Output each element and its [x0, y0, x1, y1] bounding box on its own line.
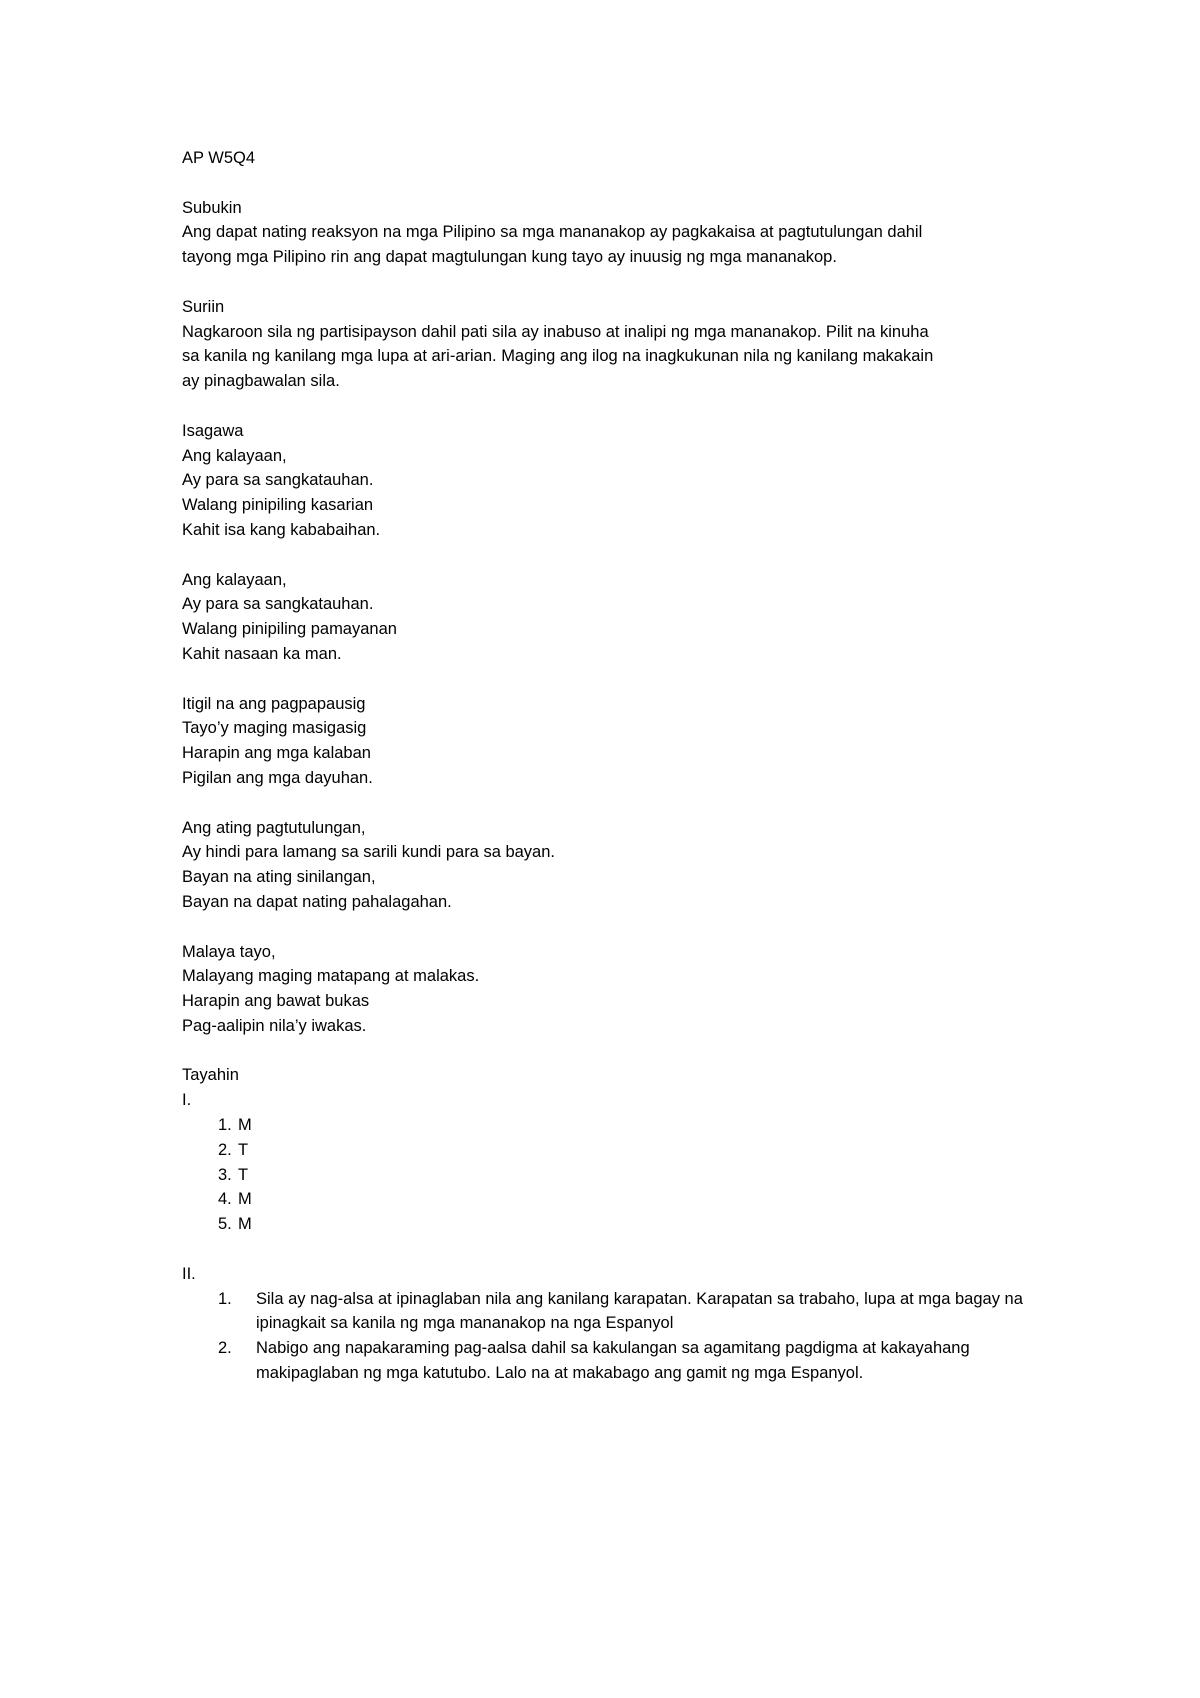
list-number: 1. [218, 1289, 232, 1308]
suriin-line: Nagkaroon sila ng partisipayson dahil pati sila ay inabuso at inalipi ng mga mananakop. Pilit na kinuha [182, 322, 929, 341]
answer-text: M [238, 1215, 252, 1234]
list-item [182, 1187, 1062, 1212]
poem-line: Walang pinipiling pamayanan [182, 620, 397, 639]
spacer [182, 394, 1062, 419]
poem-line: Ang ating pagtutulungan, [182, 818, 366, 837]
poem-line: Itigil na ang pagpapausig [182, 694, 366, 713]
poem-stanza [182, 444, 1062, 543]
list-item [182, 1287, 1062, 1337]
poem-stanza [182, 816, 1062, 915]
poem-line: Bayan na dapat nating pahalagahan. [182, 892, 452, 911]
part-label-i: I. [182, 1091, 192, 1110]
section-heading-tayahin: Tayahin [182, 1066, 239, 1085]
section-heading-isagawa: Isagawa [182, 421, 244, 440]
list-item [182, 1138, 1062, 1163]
list-item [182, 1163, 1062, 1188]
document-body [182, 146, 1062, 1386]
list-item [182, 1212, 1062, 1237]
answer-text: M [238, 1116, 252, 1135]
poem-line: Bayan na ating sinilangan, [182, 868, 376, 887]
poem-stanza [182, 568, 1062, 667]
subukin-line: tayong mga Pilipino rin ang dapat magtulungan kung tayo ay inuusig ng mga mananakop. [182, 248, 837, 267]
answer-list-part-1 [182, 1113, 1062, 1237]
list-number: 1. [218, 1116, 232, 1135]
poem-line: Walang pinipiling kasarian [182, 496, 374, 515]
poem-stanza [182, 692, 1062, 791]
subukin-line: Ang dapat nating reaksyon na mga Pilipino sa mga mananakop ay pagkakaisa at pagtutulungan dahil [182, 223, 923, 242]
part-label-ii: II. [182, 1264, 196, 1283]
list-number: 2. [218, 1339, 232, 1358]
poem-line: Ay hindi para lamang sa sarili kundi para sa bayan. [182, 843, 555, 862]
answer-text: T [238, 1165, 249, 1184]
poem-line: Harapin ang mga kalaban [182, 744, 371, 763]
list-number: 3. [218, 1165, 232, 1184]
list-number: 4. [218, 1190, 232, 1209]
section-heading-suriin: Suriin [182, 297, 225, 316]
answer-text: M [238, 1190, 252, 1209]
poem-line: Malaya tayo, [182, 942, 276, 961]
poem-stanza [182, 940, 1062, 1039]
spacer [182, 171, 1062, 196]
spacer [182, 791, 1062, 816]
poem-line: Ang kalayaan, [182, 570, 287, 589]
poem-line: Pigilan ang mga dayuhan. [182, 768, 373, 787]
list-number: 5. [218, 1215, 232, 1234]
spacer [182, 915, 1062, 940]
answer-list-part-2 [182, 1287, 1062, 1386]
suriin-line: ay pinagbawalan sila. [182, 372, 340, 391]
poem-line: Kahit nasaan ka man. [182, 644, 342, 663]
answer-text: Sila ay nag-alsa at ipinaglaban nila ang kanilang karapatan. Karapatan sa trabaho, lupa at mga bagay na ipinagkait sa kanila ng mga mananakop na nga Espanyol [256, 1289, 1023, 1333]
poem-line: Malayang maging matapang at malakas. [182, 967, 480, 986]
answer-text: T [238, 1140, 249, 1159]
document-title: AP W5Q4 [182, 149, 256, 167]
poem-line: Harapin ang bawat bukas [182, 992, 370, 1011]
spacer [182, 1039, 1062, 1064]
spacer [182, 270, 1062, 295]
spacer [182, 543, 1062, 568]
section-heading-subukin: Subukin [182, 198, 242, 217]
poem-line: Pag-aalipin nila’y iwakas. [182, 1016, 367, 1035]
suriin-line: sa kanila ng kanilang mga lupa at ari-arian. Maging ang ilog na inagkukunan nila ng kanilang makakain [182, 347, 934, 366]
poem-line: Kahit isa kang kababaihan. [182, 520, 381, 539]
list-item [182, 1113, 1062, 1138]
spacer [182, 667, 1062, 692]
poem-line: Ang kalayaan, [182, 446, 287, 465]
spacer [182, 1237, 1062, 1262]
list-item [182, 1336, 1062, 1386]
poem-line: Ay para sa sangkatauhan. [182, 471, 374, 490]
list-number: 2. [218, 1140, 232, 1159]
answer-text: Nabigo ang napakaraming pag-aalsa dahil sa kakulangan sa agamitang pagdigma at kakayahang makipaglaban ng mga katutubo. Lalo na at makabago ang gamit ng mga Espanyol. [256, 1339, 970, 1383]
poem-line: Tayo’y maging masigasig [182, 719, 367, 738]
poem-line: Ay para sa sangkatauhan. [182, 595, 374, 614]
